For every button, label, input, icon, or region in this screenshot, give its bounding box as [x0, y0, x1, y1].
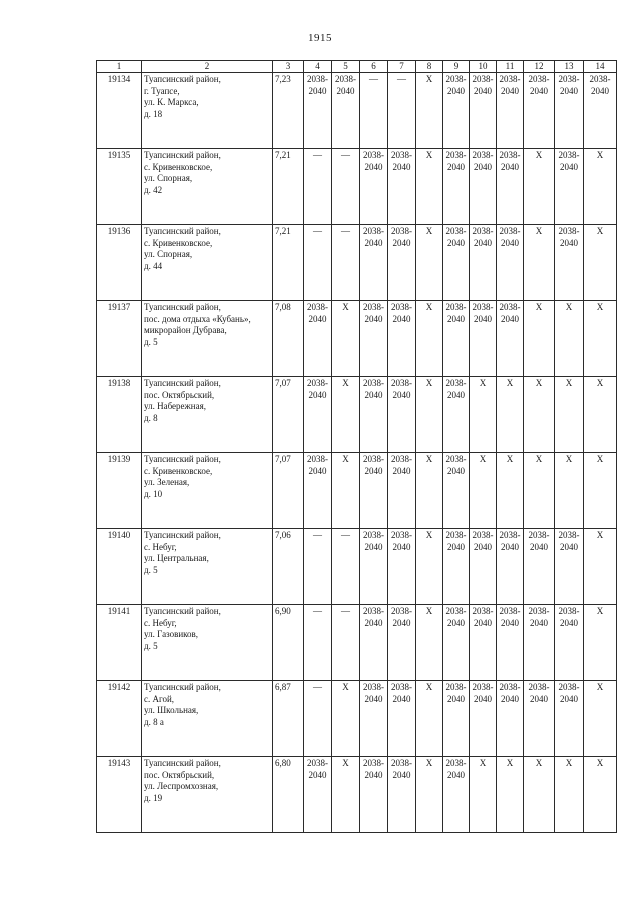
row-period-cell: 2038- 2040	[360, 605, 388, 681]
row-period-cell: Х	[332, 301, 360, 377]
row-period-cell: 2038- 2040	[497, 605, 524, 681]
row-period-cell: Х	[555, 377, 584, 453]
row-period-cell: 2038- 2040	[304, 377, 332, 453]
row-period-cell: 2038- 2040	[304, 757, 332, 833]
row-period-cell: 2038- 2040	[443, 453, 470, 529]
table-row	[97, 529, 617, 605]
row-number: 19142	[97, 681, 142, 757]
page-number: 1915	[308, 32, 332, 44]
row-address: Туапсинский район, с. Кривенковское, ул. Спорная, д. 44	[142, 225, 273, 301]
row-rate: 6,87	[273, 681, 304, 757]
row-rate: 7,08	[273, 301, 304, 377]
row-period-cell: —	[304, 225, 332, 301]
row-period-cell: 2038- 2040	[388, 681, 416, 757]
row-period-cell: 2038- 2040	[360, 529, 388, 605]
row-period-cell: 2038- 2040	[555, 149, 584, 225]
column-header: 14	[584, 61, 617, 73]
row-period-cell: 2038- 2040	[360, 149, 388, 225]
row-period-cell: Х	[555, 301, 584, 377]
row-period-cell: Х	[497, 757, 524, 833]
row-period-cell: —	[332, 225, 360, 301]
row-period-cell: 2038- 2040	[388, 225, 416, 301]
row-period-cell: 2038- 2040	[388, 757, 416, 833]
row-period-cell: Х	[555, 757, 584, 833]
row-period-cell: —	[332, 529, 360, 605]
row-period-cell: 2038- 2040	[555, 73, 584, 149]
table-row	[97, 301, 617, 377]
row-address: Туапсинский район, с. Небуг, ул. Центральная, д. 5	[142, 529, 273, 605]
row-period-cell: Х	[416, 225, 443, 301]
table-row	[97, 453, 617, 529]
row-period-cell: Х	[332, 453, 360, 529]
column-header: 4	[304, 61, 332, 73]
row-period-cell: 2038- 2040	[360, 301, 388, 377]
row-number: 19143	[97, 757, 142, 833]
row-period-cell: 2038- 2040	[360, 225, 388, 301]
row-period-cell: 2038- 2040	[497, 681, 524, 757]
row-period-cell: 2038- 2040	[524, 73, 555, 149]
row-period-cell: —	[360, 73, 388, 149]
column-header: 9	[443, 61, 470, 73]
row-period-cell: 2038- 2040	[524, 529, 555, 605]
row-period-cell: 2038- 2040	[470, 149, 497, 225]
row-period-cell: 2038- 2040	[304, 453, 332, 529]
row-number: 19134	[97, 73, 142, 149]
row-period-cell: 2038- 2040	[555, 605, 584, 681]
row-period-cell: Х	[332, 757, 360, 833]
row-address: Туапсинский район, пос. Октябрьский, ул. Леспромхозная, д. 19	[142, 757, 273, 833]
row-period-cell: 2038- 2040	[497, 225, 524, 301]
row-period-cell: Х	[470, 377, 497, 453]
row-period-cell: 2038- 2040	[555, 225, 584, 301]
row-address: Туапсинский район, с. Кривенковское, ул. Спорная, д. 42	[142, 149, 273, 225]
row-period-cell: Х	[470, 453, 497, 529]
row-period-cell: Х	[584, 149, 617, 225]
row-rate: 6,80	[273, 757, 304, 833]
row-period-cell: 2038- 2040	[388, 377, 416, 453]
row-period-cell: Х	[416, 529, 443, 605]
row-period-cell: —	[388, 73, 416, 149]
row-period-cell: 2038- 2040	[304, 301, 332, 377]
row-rate: 7,07	[273, 377, 304, 453]
row-period-cell: 2038- 2040	[304, 73, 332, 149]
column-header: 11	[497, 61, 524, 73]
row-period-cell: Х	[416, 453, 443, 529]
row-period-cell: Х	[524, 149, 555, 225]
table-row	[97, 377, 617, 453]
row-period-cell: Х	[524, 301, 555, 377]
row-rate: 6,90	[273, 605, 304, 681]
row-period-cell: 2038- 2040	[470, 301, 497, 377]
row-period-cell: 2038- 2040	[470, 73, 497, 149]
row-number: 19139	[97, 453, 142, 529]
row-period-cell: Х	[555, 453, 584, 529]
row-period-cell: Х	[497, 377, 524, 453]
row-address: Туапсинский район, пос. Октябрьский, ул. Набережная, д. 8	[142, 377, 273, 453]
row-address: Туапсинский район, с. Кривенковское, ул. Зеленая, д. 10	[142, 453, 273, 529]
row-period-cell: —	[304, 529, 332, 605]
row-address: Туапсинский район, пос. дома отдыха «Кубань», микрорайон Дубрава, д. 5	[142, 301, 273, 377]
row-period-cell: Х	[584, 681, 617, 757]
table-row	[97, 149, 617, 225]
row-period-cell: Х	[584, 301, 617, 377]
column-header: 8	[416, 61, 443, 73]
column-header-row	[97, 61, 617, 73]
table-body	[97, 61, 617, 833]
row-period-cell: 2038- 2040	[388, 453, 416, 529]
row-number: 19141	[97, 605, 142, 681]
column-header: 13	[555, 61, 584, 73]
row-period-cell: 2038- 2040	[524, 681, 555, 757]
row-period-cell: Х	[332, 681, 360, 757]
row-period-cell: 2038- 2040	[443, 225, 470, 301]
row-period-cell: 2038- 2040	[388, 529, 416, 605]
row-number: 19135	[97, 149, 142, 225]
row-period-cell: Х	[584, 225, 617, 301]
row-period-cell: Х	[470, 757, 497, 833]
row-period-cell: 2038- 2040	[443, 301, 470, 377]
row-period-cell: 2038- 2040	[443, 605, 470, 681]
row-period-cell: 2038- 2040	[443, 149, 470, 225]
row-period-cell: Х	[584, 529, 617, 605]
row-address: Туапсинский район, с. Агой, ул. Школьная, д. 8 а	[142, 681, 273, 757]
row-rate: 7,23	[273, 73, 304, 149]
row-period-cell: 2038- 2040	[443, 681, 470, 757]
row-period-cell: 2038- 2040	[360, 757, 388, 833]
row-period-cell: —	[304, 605, 332, 681]
row-period-cell: Х	[584, 377, 617, 453]
row-rate: 7,21	[273, 225, 304, 301]
row-rate: 7,06	[273, 529, 304, 605]
table-row	[97, 605, 617, 681]
row-period-cell: 2038- 2040	[470, 605, 497, 681]
row-period-cell: Х	[416, 301, 443, 377]
row-number: 19138	[97, 377, 142, 453]
column-header: 10	[470, 61, 497, 73]
row-period-cell: Х	[584, 453, 617, 529]
row-period-cell: 2038- 2040	[524, 605, 555, 681]
row-period-cell: Х	[416, 149, 443, 225]
row-period-cell: Х	[584, 605, 617, 681]
row-period-cell: —	[304, 681, 332, 757]
row-period-cell: Х	[416, 757, 443, 833]
register-table	[96, 60, 617, 833]
row-period-cell: 2038- 2040	[388, 301, 416, 377]
column-header: 3	[273, 61, 304, 73]
row-period-cell: 2038- 2040	[555, 529, 584, 605]
row-period-cell: 2038- 2040	[443, 757, 470, 833]
row-period-cell: Х	[584, 757, 617, 833]
row-period-cell: Х	[332, 377, 360, 453]
row-rate: 7,07	[273, 453, 304, 529]
row-number: 19140	[97, 529, 142, 605]
row-period-cell: 2038- 2040	[360, 681, 388, 757]
table-row	[97, 73, 617, 149]
row-period-cell: 2038- 2040	[388, 149, 416, 225]
row-period-cell: 2038- 2040	[332, 73, 360, 149]
row-period-cell: Х	[524, 453, 555, 529]
row-period-cell: Х	[524, 225, 555, 301]
column-header: 12	[524, 61, 555, 73]
row-period-cell: 2038- 2040	[388, 605, 416, 681]
column-header: 5	[332, 61, 360, 73]
row-period-cell: 2038- 2040	[443, 73, 470, 149]
column-header: 1	[97, 61, 142, 73]
row-period-cell: 2038- 2040	[470, 529, 497, 605]
row-period-cell: 2038- 2040	[470, 681, 497, 757]
row-period-cell: 2038- 2040	[497, 73, 524, 149]
table-row	[97, 757, 617, 833]
row-period-cell: —	[332, 149, 360, 225]
table-row	[97, 681, 617, 757]
row-address: Туапсинский район, с. Небуг, ул. Газовиков, д. 5	[142, 605, 273, 681]
row-period-cell: Х	[416, 605, 443, 681]
table-row	[97, 225, 617, 301]
column-header: 7	[388, 61, 416, 73]
row-period-cell: 2038- 2040	[555, 681, 584, 757]
row-period-cell: Х	[416, 73, 443, 149]
column-header: 2	[142, 61, 273, 73]
row-period-cell: 2038- 2040	[443, 529, 470, 605]
row-period-cell: 2038- 2040	[443, 377, 470, 453]
row-period-cell: 2038- 2040	[470, 225, 497, 301]
row-period-cell: —	[332, 605, 360, 681]
row-period-cell: Х	[416, 377, 443, 453]
row-rate: 7,21	[273, 149, 304, 225]
column-header: 6	[360, 61, 388, 73]
row-period-cell: 2038- 2040	[497, 301, 524, 377]
row-period-cell: 2038- 2040	[497, 529, 524, 605]
row-period-cell: 2038- 2040	[360, 453, 388, 529]
row-period-cell: —	[304, 149, 332, 225]
row-period-cell: 2038- 2040	[584, 73, 617, 149]
row-period-cell: Х	[524, 377, 555, 453]
row-period-cell: 2038- 2040	[360, 377, 388, 453]
row-number: 19137	[97, 301, 142, 377]
row-period-cell: Х	[497, 453, 524, 529]
row-period-cell: Х	[524, 757, 555, 833]
row-period-cell: 2038- 2040	[497, 149, 524, 225]
row-number: 19136	[97, 225, 142, 301]
row-address: Туапсинский район, г. Туапсе, ул. К. Маркса, д. 18	[142, 73, 273, 149]
row-period-cell: Х	[416, 681, 443, 757]
